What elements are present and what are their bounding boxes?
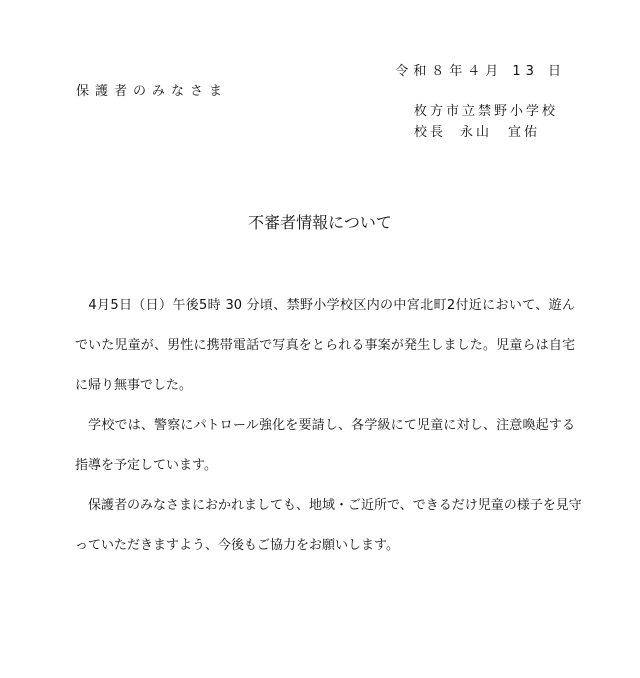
addressee: 保護者のみなさま [76,84,229,99]
body-line: 4月5日（日）午後5時 30 分頃、禁野小学校区内の中宮北町2付近において、遊ん [75,298,575,313]
document-body [75,286,582,566]
paragraph-request [75,486,582,566]
document-title: 不審者情報について [248,213,392,232]
body-line: 保護者のみなさまにおかれましても、地域・ご近所で、できるだけ児童の様子を見守 [75,498,582,513]
body-line: でいた児童が、男性に携帯電話で写真をとられる事案が発生しました。児童らは自宅 [75,338,575,353]
body-line: 学校では、警察にパトロール強化を要請し、各学級にて児童に対し、注意喚起する [75,418,575,433]
paragraph-school-response [75,406,575,486]
principal-signature [414,121,540,140]
body-line: に帰り無事でした。 [75,378,193,393]
principal-title: 校長 [414,125,447,140]
principal-name: 永山 宜佑 [460,125,541,140]
paragraph-incident [75,286,575,406]
school-name: 枚方市立禁野小学校 [414,104,559,119]
body-line: っていただきますよう、今後もご協力をお願いします。 [75,538,399,553]
body-line: 指導を予定しています。 [75,458,217,473]
document-date: 令和８年４月 13 日 [395,64,566,79]
